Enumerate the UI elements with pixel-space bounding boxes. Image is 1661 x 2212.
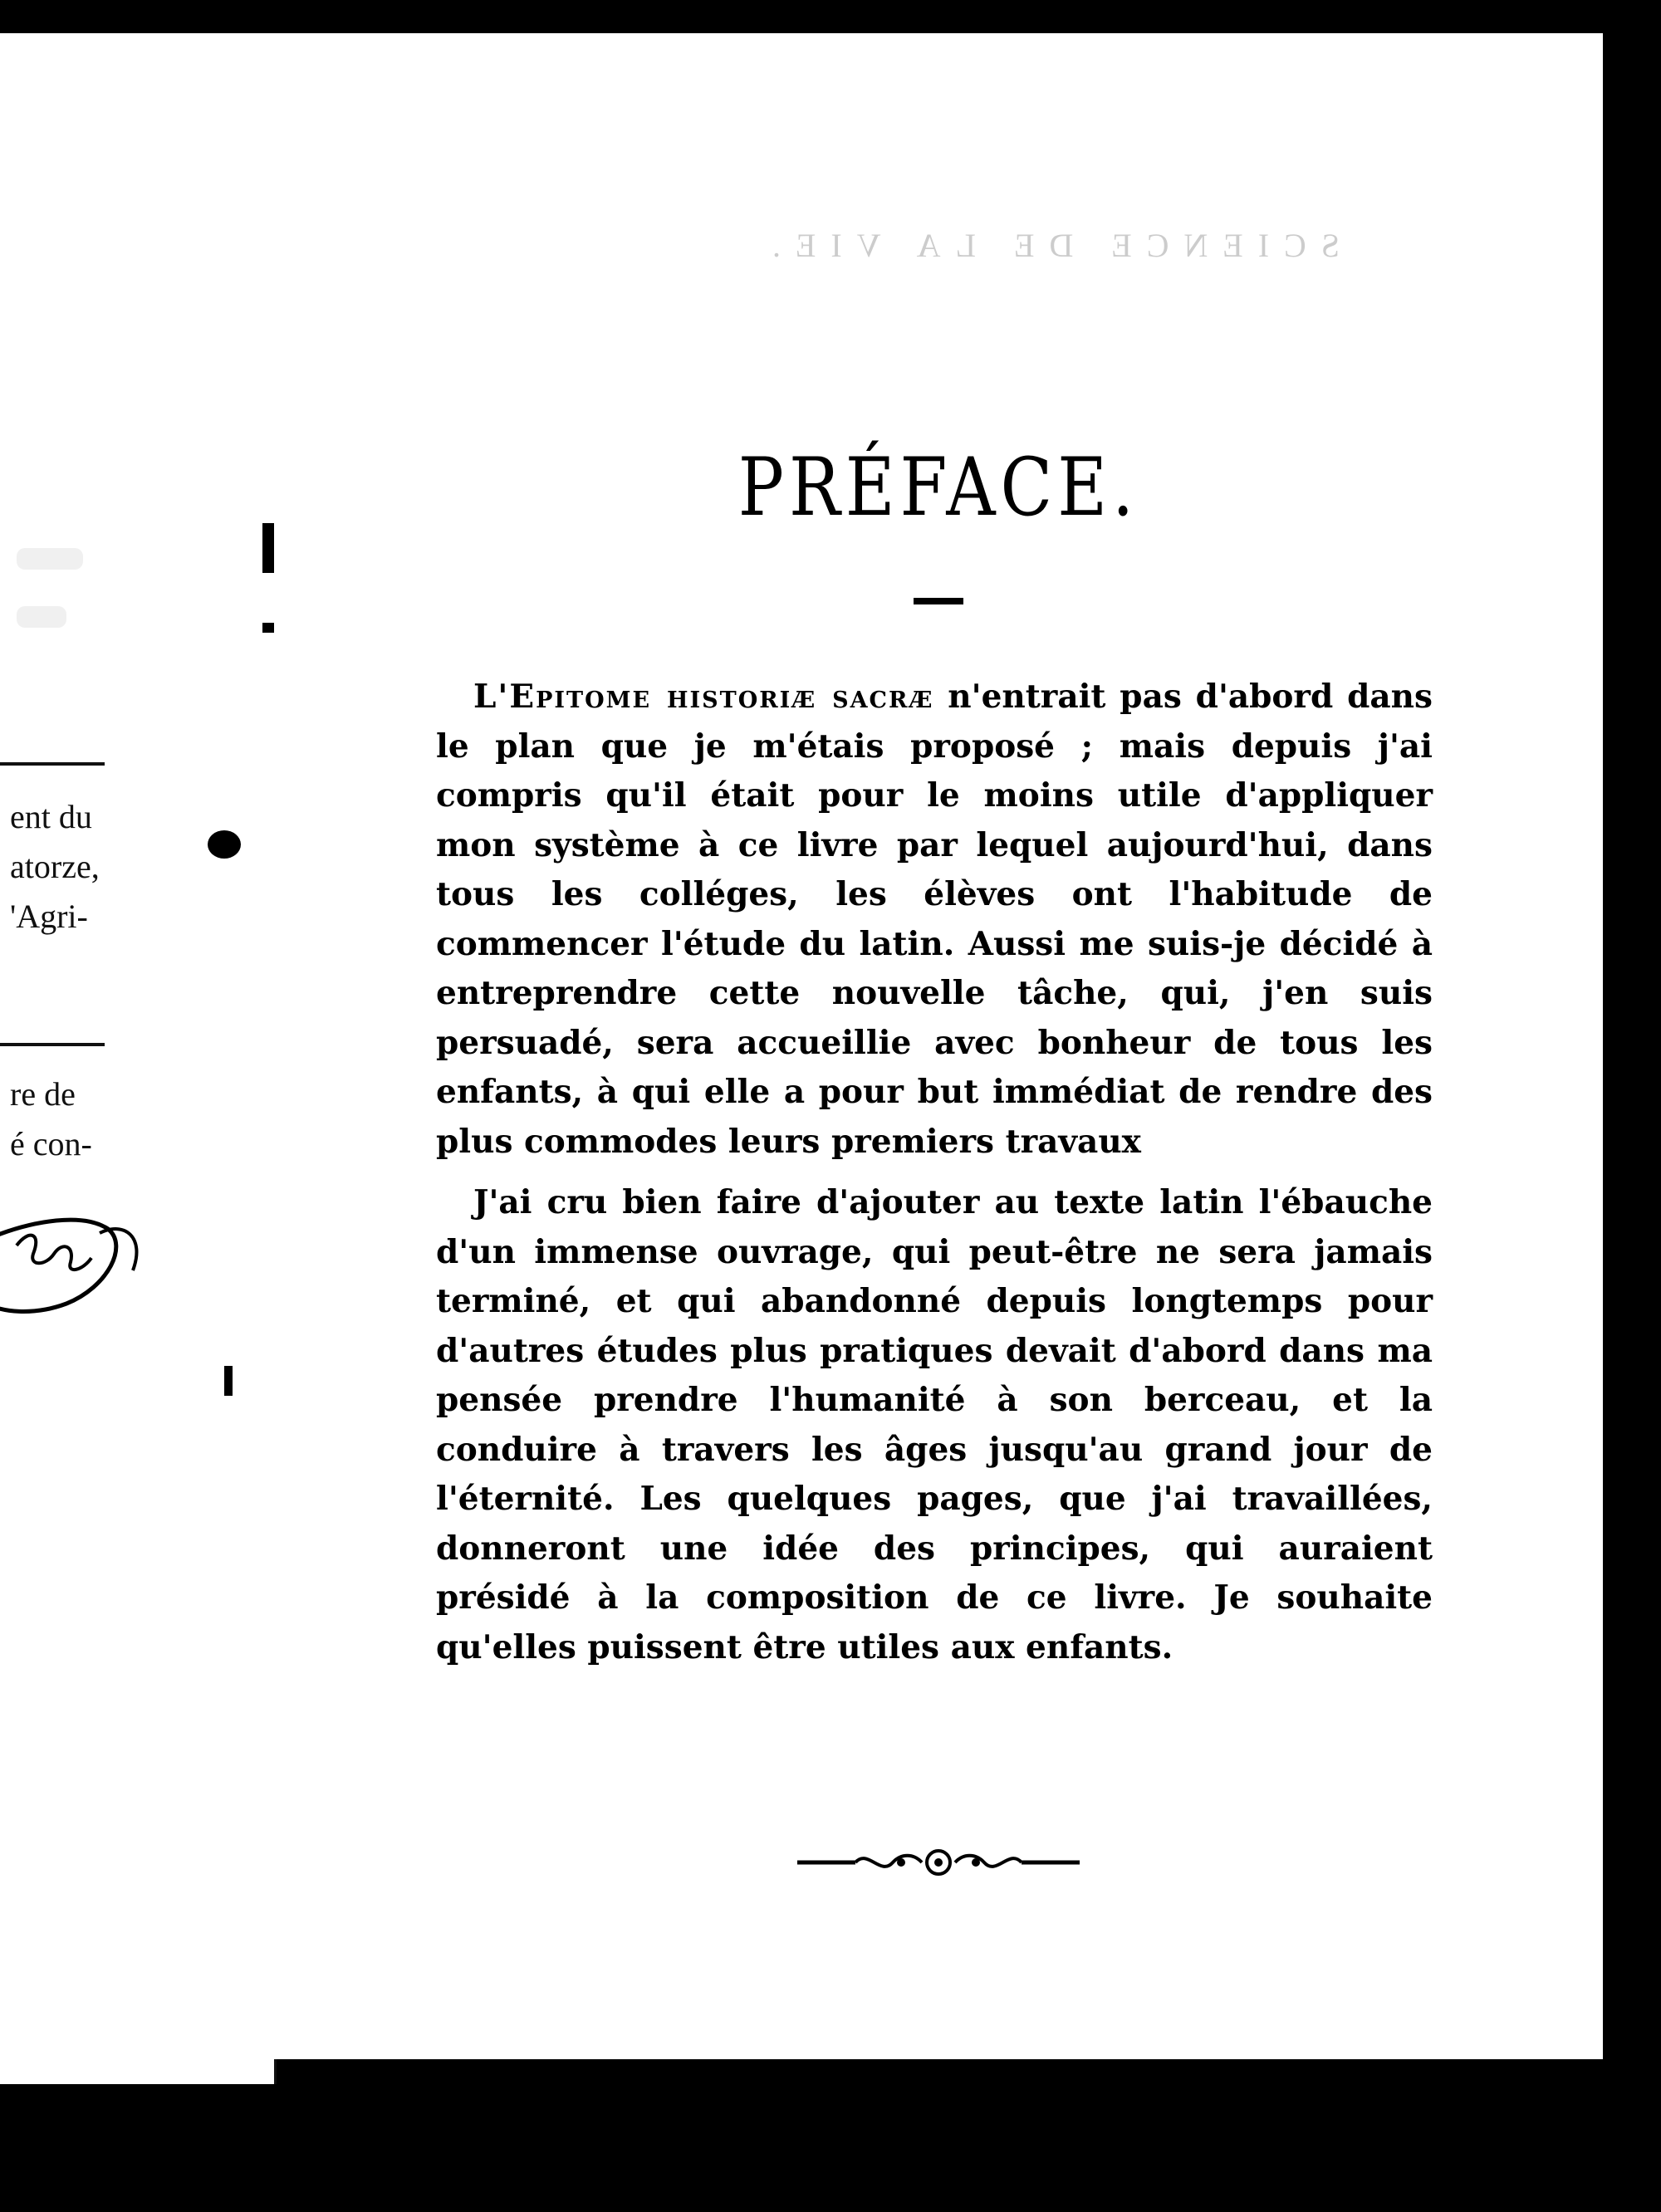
horizontal-rule — [0, 1043, 105, 1046]
tailpiece-ornament — [797, 1840, 1080, 1885]
text-fragment: atorze, — [10, 848, 100, 885]
paragraph: J'ai cru bien faire d'ajouter au texte latin l'ébauche d'un immense ouvrage, qui peut-être ne sera jamais terminé, et qui abandonné depuis longtemps pour d'autres études plus pratiques devait d'abord dans ma pensée prendre l'humanité à son berceau, et la conduire à travers les âges jusqu'au grand jour de l'éternité. Les quelques pages, que j'ai travaillées, donneront une idée des principes, qui auraient présidé à la composition de ce livre. Je souhaite qu'elles puissent être utiles aux enfants. — [436, 1183, 1433, 1666]
gutter-mark — [262, 523, 274, 573]
preface-page — [274, 33, 1603, 2059]
horizontal-rule — [0, 762, 105, 766]
text-fragment: re de — [10, 1075, 76, 1113]
text-fragment: 'Agri- — [10, 898, 88, 935]
gutter-mark — [224, 1366, 233, 1396]
preface-body — [436, 673, 1433, 1684]
previous-page-edge — [0, 33, 277, 2084]
signature-flourish — [0, 1187, 149, 1329]
bleed-smudge — [17, 606, 66, 628]
title-rule — [914, 598, 963, 604]
text-fragment: é con- — [10, 1125, 92, 1162]
text-fragment: ent du — [10, 798, 92, 835]
paragraph-text: n'entrait pas d'abord dans le plan que je m'étais proposé ; mais depuis j'ai compris qu'il était pour le moins utile d'appliquer mon système à ce livre par lequel aujourd'hui, dans tous les colléges, les élèves ont l'habitude de commencer l'étude du latin. Aussi me suis-je décidé à entreprendre cette nouvelle tâche, qui, j'en suis persuadé, sera accueillie avec bonheur de tous les enfants, à qui elle a pour but immédiat de rendre des plus commodes leurs premiers travaux — [436, 678, 1433, 1161]
bleed-through-header: SCIENCE DE LA VIE. — [757, 227, 1340, 264]
paragraph — [436, 673, 1433, 1167]
book-title: L'Epitome historiæ sacræ — [473, 678, 934, 716]
page-title: PRÉFACE. — [737, 441, 1139, 535]
bleed-smudge — [17, 548, 83, 570]
ink-blot — [208, 830, 241, 859]
